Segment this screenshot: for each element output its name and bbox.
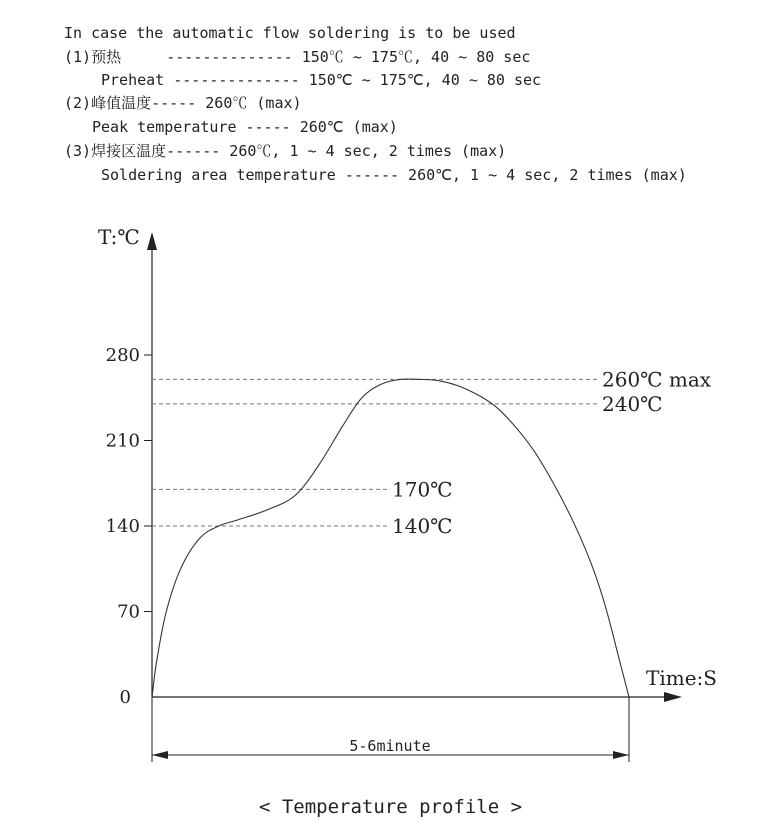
y-tick-label-210: 210 [105, 430, 140, 452]
reference-label-240: 240℃ [602, 391, 663, 416]
reference-label-170: 170℃ [392, 477, 453, 502]
y-axis-arrow [147, 232, 157, 250]
reference-label-260: 260℃ max [602, 367, 712, 392]
temperature-curve [152, 379, 629, 697]
spec-line-peak-cn: (2)峰值温度----- 260℃ (max) [64, 94, 302, 112]
spec-line-preheat-cn: (1)预热 -------------- 150℃ ~ 175℃, 40 ~ 80 sec [64, 48, 531, 66]
chart-title: < Temperature profile > [258, 796, 523, 818]
y-tick-label-280: 280 [105, 345, 140, 366]
x-axis-arrow [664, 692, 682, 702]
spec-line-soldering-en: Soldering area temperature ------ 260℃, 1 ~ 4 sec, 2 times (max) [101, 166, 687, 184]
spec-line-soldering-cn: (3)焊接区温度------ 260℃, 1 ~ 4 sec, 2 times (max) [64, 142, 507, 160]
y-tick-label-70: 70 [117, 601, 140, 623]
y-tick-label-0: 0 [119, 687, 131, 708]
duration-label: 5-6minute [349, 737, 431, 755]
spec-line-preheat-en: Preheat -------------- 150℃ ~ 175℃, 40 ~ 80 sec [101, 71, 542, 89]
duration-arrow-right [613, 751, 629, 759]
duration-arrow-left [152, 751, 168, 759]
reference-label-140: 140℃ [392, 514, 453, 538]
y-axis-label: T:℃ [98, 225, 140, 249]
intro-text: In case the automatic flow soldering is to be used [64, 24, 516, 42]
y-tick-label-140: 140 [105, 516, 140, 537]
x-axis-label: Time:S [646, 666, 717, 690]
spec-line-peak-en: Peak temperature ----- 260℃ (max) [92, 118, 398, 136]
